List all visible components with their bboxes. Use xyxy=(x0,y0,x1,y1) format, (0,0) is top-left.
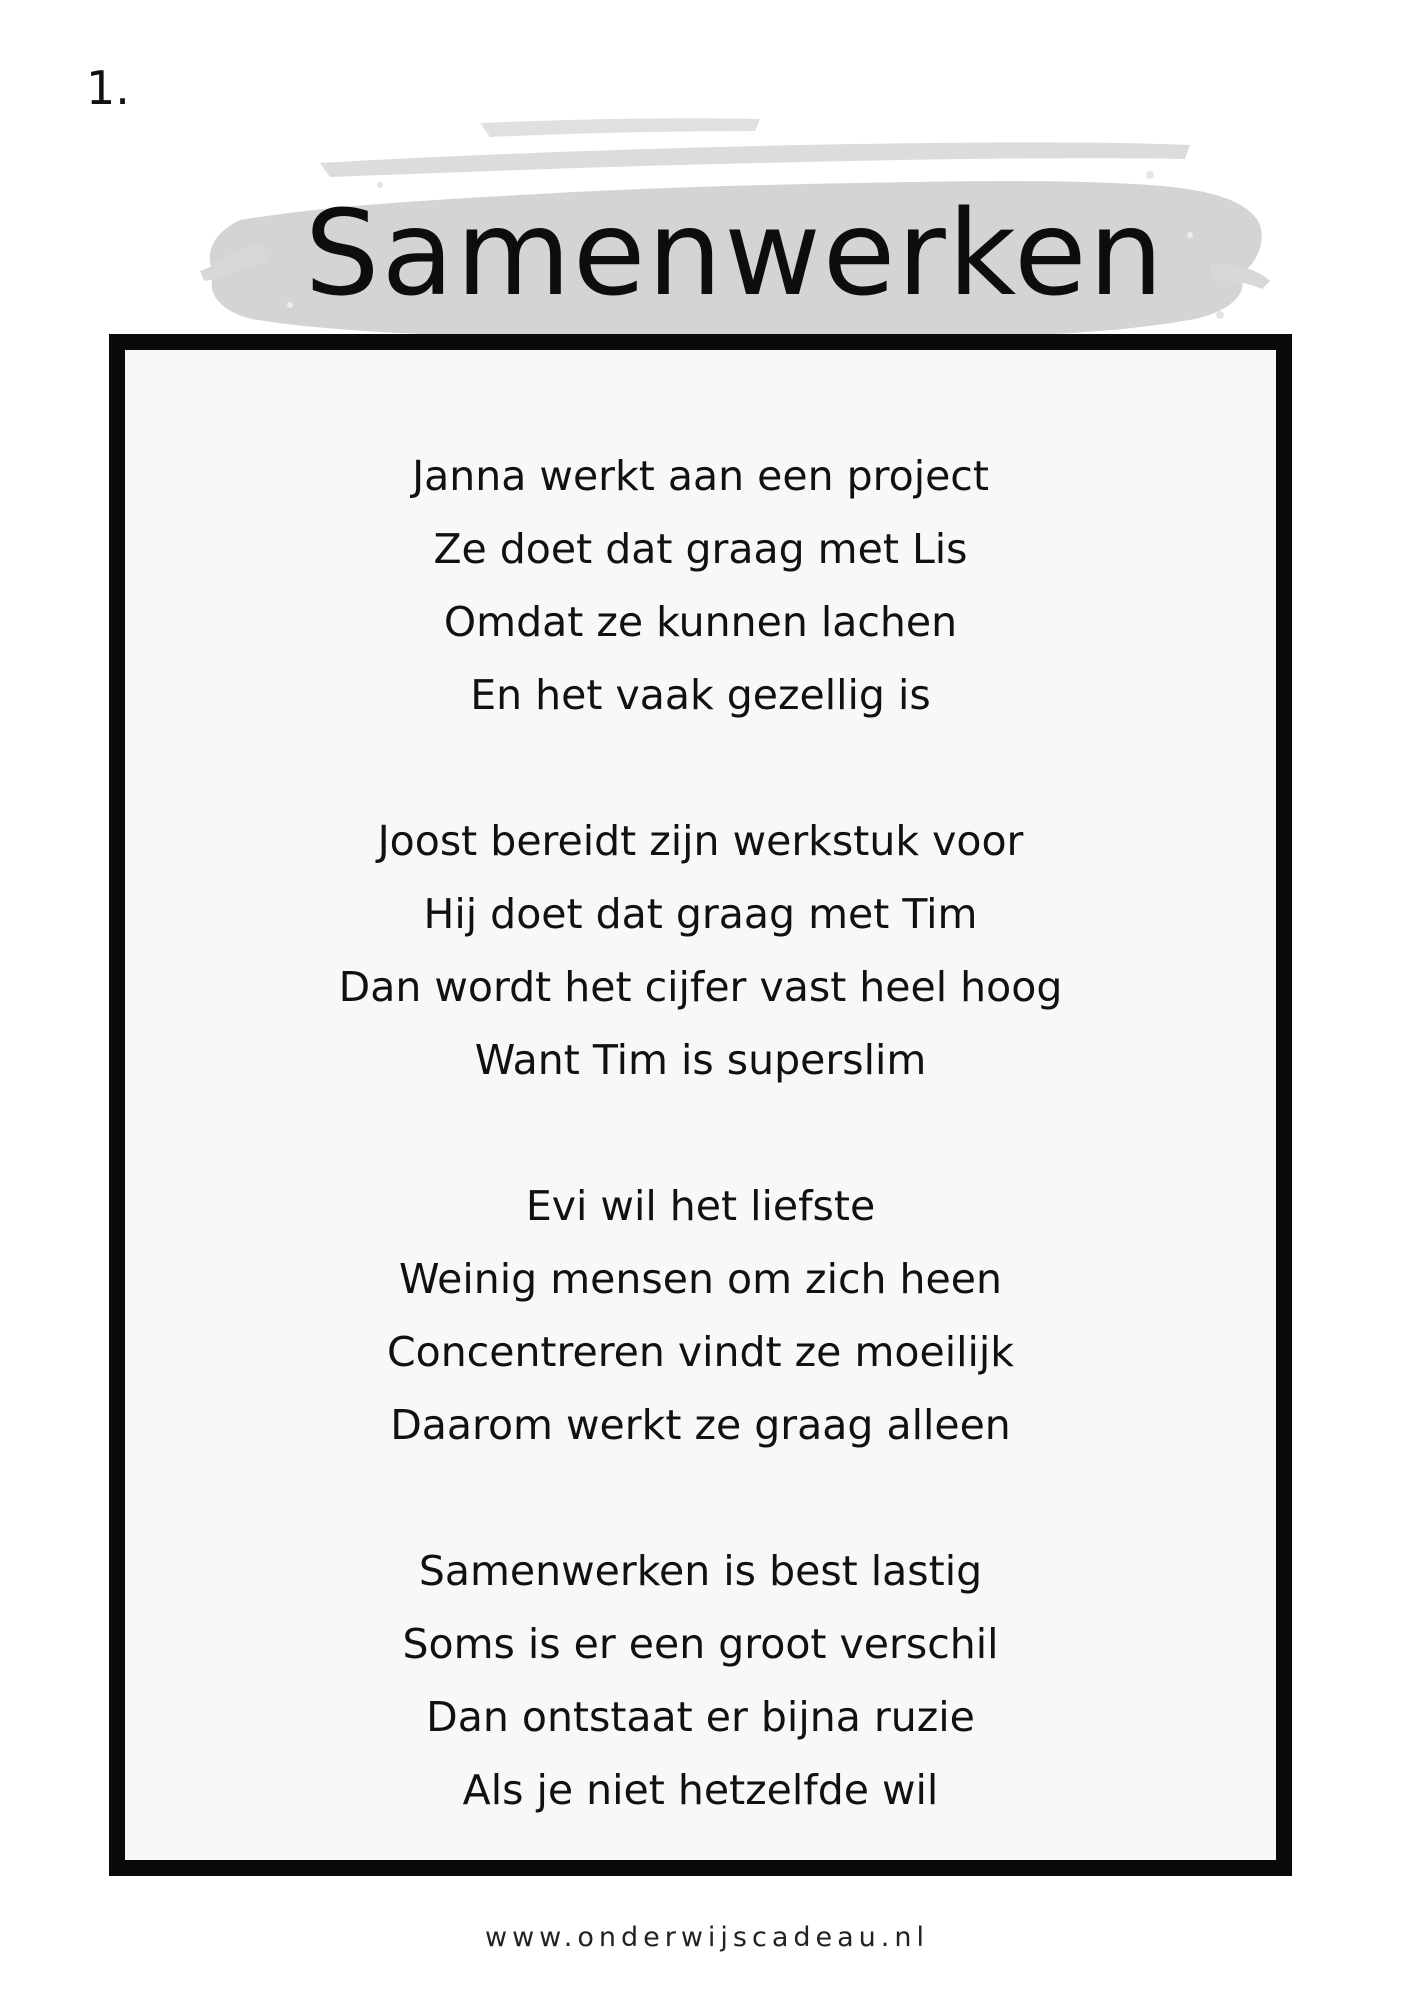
poem xyxy=(125,440,1276,1900)
poem-line: Soms is er een groot verschil xyxy=(402,1620,999,1668)
stanza-3 xyxy=(125,1170,1276,1462)
poem-line: Dan wordt het cijfer vast heel hoog xyxy=(338,963,1063,1011)
poem-line: Concentreren vindt ze moeilijk xyxy=(386,1328,1014,1376)
poem-line: Want Tim is superslim xyxy=(474,1036,927,1084)
poem-line: Daarom werkt ze graag alleen xyxy=(390,1401,1011,1449)
poem-line: Samenwerken is best lastig xyxy=(418,1547,983,1595)
page-number: 1. xyxy=(86,61,130,115)
title-banner xyxy=(200,115,1270,345)
poem-line: Omdat ze kunnen lachen xyxy=(443,598,958,646)
stanza-2 xyxy=(125,805,1276,1097)
stanza-4 xyxy=(125,1535,1276,1827)
poem-line: Janna werkt aan een project xyxy=(412,452,989,500)
poem-line: Joost bereidt zijn werkstuk voor xyxy=(377,817,1024,865)
page-title: Samenwerken xyxy=(304,184,1166,322)
poem-line: Evi wil het liefste xyxy=(525,1182,876,1230)
footer-website: www.onderwijscadeau.nl xyxy=(485,1922,929,1953)
poem-line: Dan ontstaat er bijna ruzie xyxy=(426,1693,975,1741)
poem-line: Ze doet dat graag met Lis xyxy=(433,525,968,573)
poem-line: En het vaak gezellig is xyxy=(470,671,931,719)
poem-line: Hij doet dat graag met Tim xyxy=(423,890,978,938)
poem-line: Als je niet hetzelfde wil xyxy=(462,1766,939,1814)
poem-line: Weinig mensen om zich heen xyxy=(399,1255,1002,1303)
stanza-1 xyxy=(125,440,1276,732)
poem-frame xyxy=(109,334,1292,1876)
